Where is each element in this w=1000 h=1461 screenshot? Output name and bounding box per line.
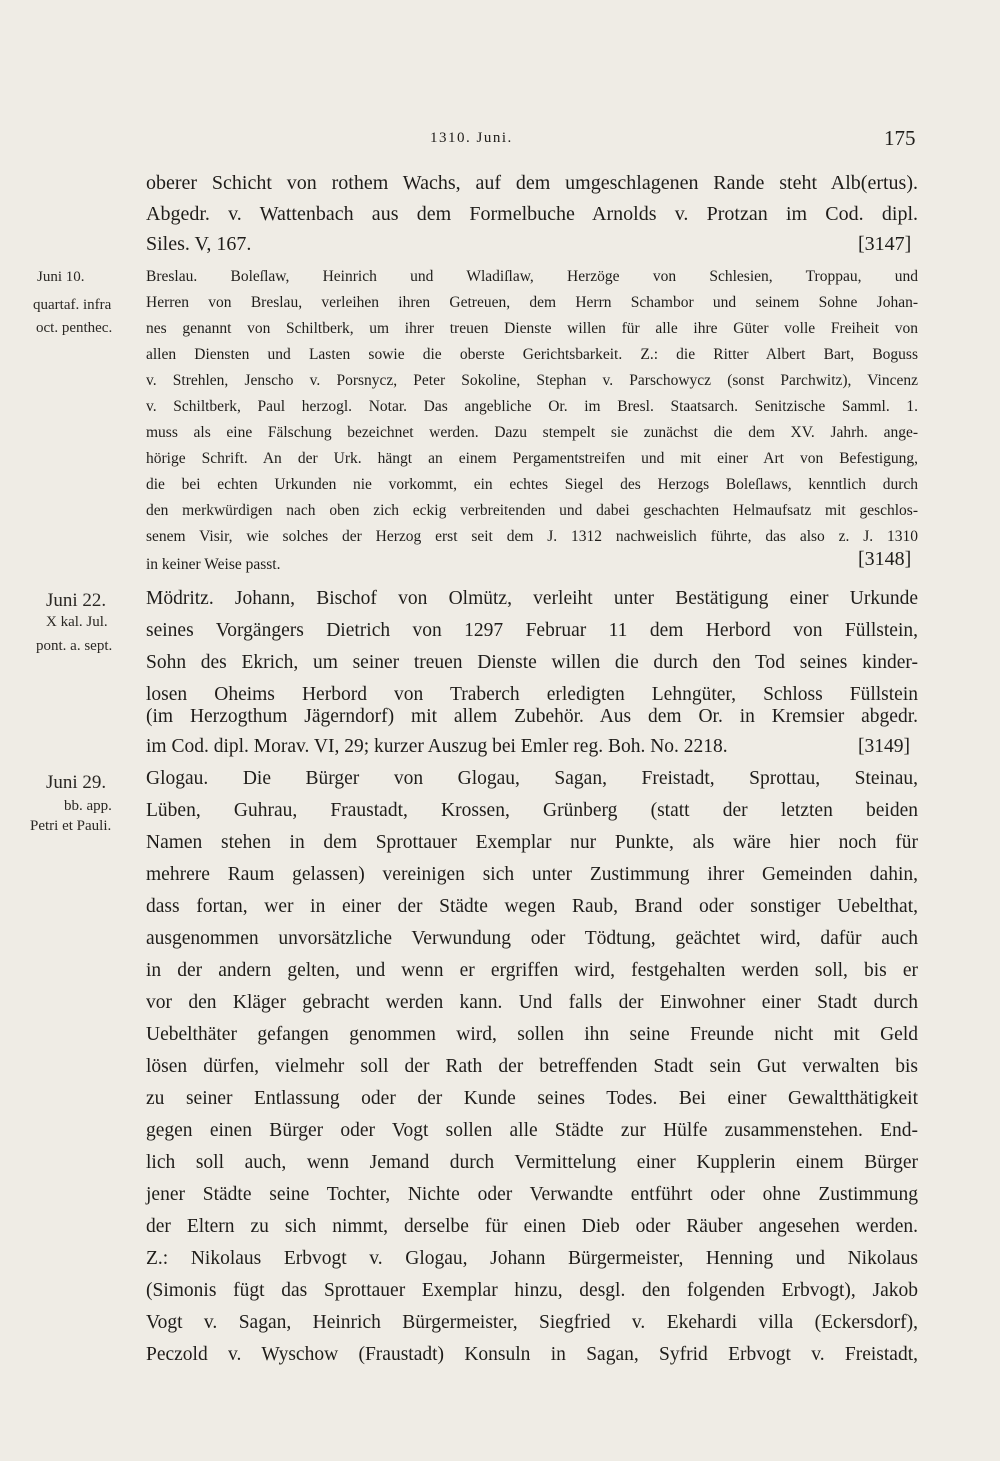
margin-note: quartaf. infra — [33, 297, 112, 313]
text-line: Z.: Nikolaus Erbvogt v. Glogau, Johann Bürgermeister, Henning und Nikolaus — [146, 1248, 918, 1269]
text-line: Herren von Breslau, verleihen ihren Getreuen, dem Herrn Schambor und seinem Sohne Johan- — [146, 294, 918, 311]
margin-note: X kal. Jul. — [46, 614, 108, 630]
text-line: seines Vorgängers Dietrich von 1297 Februar 11 dem Herbord von Füllstein, — [146, 620, 918, 641]
running-head: 1310. Juni. — [430, 130, 513, 146]
text-line: ausgenommen unvorsätzliche Verwundung oder Tödtung, geächtet wird, dafür auch — [146, 928, 918, 949]
text-line: gegen einen Bürger oder Vogt sollen alle Städte zur Hülfe zusammenstehen. End- — [146, 1120, 918, 1141]
margin-date: Juni 29. — [46, 772, 107, 793]
text-line: Namen stehen in dem Sprottauer Exemplar nur Punkte, als wäre hier noch für — [146, 832, 918, 853]
text-line: den merkwürdigen nach oben zich eckig verbreitenden und dabei geschachten Helmaufsatz mit geschlos- — [146, 502, 918, 519]
text-line: v. Schiltberk, Paul herzogl. Notar. Das angebliche Or. im Bresl. Staatsarch. Senitzische Samml. 1. — [146, 398, 918, 415]
page-header — [0, 126, 1000, 156]
margin-date: Juni 10. — [37, 269, 85, 285]
text-line: v. Strehlen, Jenscho v. Porsnycz, Peter Sokoline, Stephan v. Parschowycz (sonst Parchwitz), Vincenz — [146, 372, 918, 389]
record-number: [3147] — [858, 233, 912, 255]
text-line: lösen dürfen, vielmehr soll der Rath der betreffenden Stadt sein Gut verwalten bis — [146, 1056, 918, 1077]
text-line: senem Visir, wie solches der Herzog erst seit dem J. 1312 nachweislich führte, das also z. J. 1310 — [146, 528, 918, 545]
text-line: in keiner Weise passt. — [146, 556, 281, 573]
text-line: die bei echten Urkunden nie vorkommt, ein echtes Siegel des Herzogs Boleſlaws, kenntlich durch — [146, 476, 918, 493]
text-line: vor den Kläger gebracht werden kann. Und falls der Einwohner einer Stadt durch — [146, 992, 918, 1013]
text-line: losen Oheims Herbord von Traberch erledigten Lehngüter, Schloss Füllstein — [146, 684, 918, 705]
text-line: Vogt v. Sagan, Heinrich Bürgermeister, Siegfried v. Ekehardi villa (Eckersdorf), — [146, 1312, 918, 1333]
margin-note: oct. penthec. — [36, 320, 113, 336]
record-number: [3148] — [858, 548, 912, 570]
text-line: Breslau. Boleſlaw, Heinrich und Wladiſlaw, Herzöge von Schlesien, Troppau, und — [146, 268, 918, 285]
text-line: dass fortan, wer in einer der Städte wegen Raub, Brand oder sonstiger Uebelthat, — [146, 896, 918, 917]
text-line: Uebelthäter gefangen genommen wird, sollen ihn seine Freunde nicht mit Geld — [146, 1024, 918, 1045]
text-line: Siles. V, 167. — [146, 233, 252, 255]
page-number: 175 — [884, 126, 916, 150]
text-line: Sohn des Ekrich, um seiner treuen Dienste willen die durch den Tod seines kinder- — [146, 652, 918, 673]
text-line: im Cod. dipl. Morav. VI, 29; kurzer Auszug bei Emler reg. Boh. No. 2218. — [146, 736, 728, 757]
text-line: nes genannt von Schiltberk, um ihrer treuen Dienste willen für alle ihre Güter volle Freiheit von — [146, 320, 918, 337]
record-number: [3149] — [858, 736, 910, 757]
text-line: lich soll auch, wenn Jemand durch Vermittelung einer Kupplerin einem Bürger — [146, 1152, 918, 1173]
text-line: muss als eine Fälschung bezeichnet werden. Dazu stempelt sie zunächst die dem XV. Jahrh. ange- — [146, 424, 918, 441]
margin-note: pont. a. sept. — [36, 638, 113, 654]
text-line: Mödritz. Johann, Bischof von Olmütz, verleiht unter Bestätigung einer Urkunde — [146, 588, 918, 609]
text-line: in der andern gelten, und wenn er ergriffen wird, festgehalten werden soll, bis er — [146, 960, 918, 981]
text-line: Lüben, Guhrau, Fraustadt, Krossen, Grünberg (statt der letzten beiden — [146, 800, 918, 821]
text-line: allen Diensten und Lasten sowie die oberste Gerichtsbarkeit. Z.: die Ritter Albert Bart, Boguss — [146, 346, 918, 363]
text-line: oberer Schicht von rothem Wachs, auf dem umgeschlagenen Rande steht Alb(ertus). — [146, 172, 918, 194]
text-line: der Eltern zu sich nimmt, derselbe für einen Dieb oder Räuber angesehen werden. — [146, 1216, 918, 1237]
text-line: mehrere Raum gelassen) vereinigen sich unter Zustimmung ihrer Gemeinden dahin, — [146, 864, 918, 885]
text-line: hörige Schrift. An der Urk. hängt an einem Pergamentstreifen und mit einer Art von Befestigung, — [146, 450, 918, 467]
text-line: (im Herzogthum Jägerndorf) mit allem Zubehör. Aus dem Or. in Kremsier abgedr. — [146, 706, 918, 727]
margin-note: Petri et Pauli. — [30, 818, 112, 834]
text-line: Peczold v. Wyschow (Fraustadt) Konsuln in Sagan, Syfrid Erbvogt v. Freistadt, — [146, 1344, 918, 1365]
text-line: Abgedr. v. Wattenbach aus dem Formelbuche Arnolds v. Protzan im Cod. dipl. — [146, 203, 918, 225]
text-line: (Simonis fügt das Sprottauer Exemplar hinzu, desgl. den folgenden Erbvogt), Jakob — [146, 1280, 918, 1301]
text-line: Glogau. Die Bürger von Glogau, Sagan, Freistadt, Sprottau, Steinau, — [146, 768, 918, 789]
text-line: jener Städte seine Tochter, Nichte oder Verwandte entführt oder ohne Zustimmung — [146, 1184, 918, 1205]
text-line: zu seiner Entlassung oder der Kunde seines Todes. Bei einer Gewaltthätigkeit — [146, 1088, 918, 1109]
margin-note: bb. app. — [64, 798, 112, 814]
margin-date: Juni 22. — [46, 590, 107, 611]
